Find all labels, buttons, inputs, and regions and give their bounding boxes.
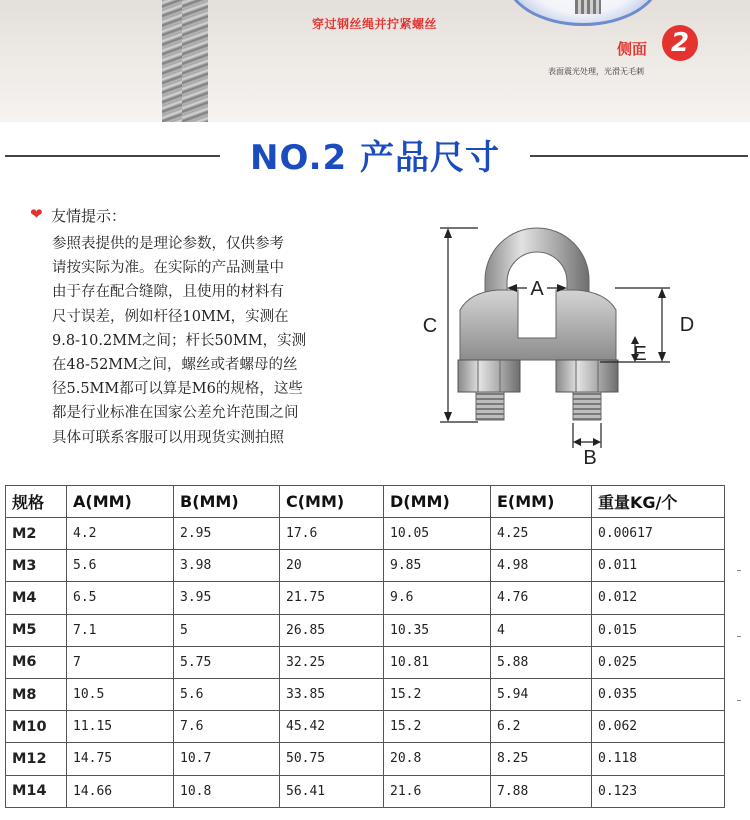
nut-left-shape (458, 360, 520, 392)
thread-right-shape (573, 392, 601, 420)
table-cell: 3.95 (174, 582, 280, 614)
bolt-thread-image (575, 0, 601, 14)
table-cell: 15.2 (384, 711, 491, 743)
spec-table (5, 485, 725, 808)
table-cell: 7.88 (491, 775, 592, 807)
table-cell: 45.42 (280, 711, 384, 743)
table-cell: 14.75 (67, 743, 174, 775)
nut-right-shape (556, 360, 618, 392)
table-row (6, 775, 725, 807)
table-cell: 10.81 (384, 646, 491, 678)
tip-line: 径5.5MM都可以算是M6的规格，这些 (52, 381, 303, 398)
table-row (6, 550, 725, 582)
table-header-row (6, 486, 725, 518)
edge-mark (737, 700, 741, 701)
tip-line: 请按实际为准。在实际的产品测量中 (52, 260, 284, 277)
dimension-label-a: A (530, 278, 544, 300)
wire-rope-image (182, 0, 208, 122)
tip-line: 9.8-10.2MM之间；杆长50MM，实测 (52, 332, 307, 349)
table-row (6, 646, 725, 678)
table-cell-spec: M8 (6, 678, 67, 710)
tip-line: 参照表提供的是理论参数，仅供参考 (52, 236, 284, 252)
header-e: E(MM) (491, 486, 592, 518)
table-cell: 0.035 (592, 678, 725, 710)
table-cell: 0.062 (592, 711, 725, 743)
table-cell: 10.05 (384, 518, 491, 550)
table-cell: 56.41 (280, 775, 384, 807)
table-cell: 8.25 (491, 743, 592, 775)
tip-line: 尺寸误差，例如杆径10MM，实测在 (52, 308, 289, 325)
table-cell-spec: M5 (6, 614, 67, 646)
table-cell: 9.85 (384, 550, 491, 582)
table-cell: 11.15 (67, 711, 174, 743)
title-divider-right (530, 155, 748, 157)
table-row (6, 614, 725, 646)
table-cell: 0.011 (592, 550, 725, 582)
table-cell: 10.8 (174, 775, 280, 807)
table-cell: 7.6 (174, 711, 280, 743)
header-spec: 规格 (6, 486, 67, 518)
thread-left-shape (476, 392, 504, 420)
table-cell: 5.94 (491, 678, 592, 710)
tip-line: 具体可联系客服可以用现货实测拍照 (52, 429, 284, 446)
table-cell: 6.5 (67, 582, 174, 614)
table-cell: 7.1 (67, 614, 174, 646)
table-cell: 10.5 (67, 678, 174, 710)
header-b: B(MM) (174, 486, 280, 518)
tip-line: 都是行业标准在国家公差允许范围之间 (52, 405, 299, 422)
table-cell-spec: M2 (6, 518, 67, 550)
product-banner (0, 0, 750, 122)
table-cell: 20 (280, 550, 384, 582)
table-cell: 21.75 (280, 582, 384, 614)
table-cell: 5 (174, 614, 280, 646)
banner-caption: 穿过钢丝绳并拧紧螺丝 (312, 17, 438, 31)
table-cell-spec: M10 (6, 711, 67, 743)
table-cell: 50.75 (280, 743, 384, 775)
header-c: C(MM) (280, 486, 384, 518)
table-cell: 0.015 (592, 614, 725, 646)
table-cell: 4.76 (491, 582, 592, 614)
title-divider-left (5, 155, 220, 157)
table-cell-spec: M6 (6, 646, 67, 678)
table-body (6, 518, 725, 808)
table-cell: 2.95 (174, 518, 280, 550)
table-cell: 3.98 (174, 550, 280, 582)
side-view-number-badge: 2 (662, 25, 698, 61)
tip-line: 在48-52MM之间，螺丝或者螺母的丝 (52, 357, 298, 374)
tip-body (52, 232, 362, 450)
table-cell: 7 (67, 646, 174, 678)
table-cell: 5.75 (174, 646, 280, 678)
table-cell: 33.85 (280, 678, 384, 710)
table-cell: 5.88 (491, 646, 592, 678)
dimension-label-b: B (583, 447, 597, 469)
dimension-label-e: E (633, 343, 647, 365)
table-row (6, 711, 725, 743)
table-cell-spec: M4 (6, 582, 67, 614)
table-cell: 0.00617 (592, 518, 725, 550)
table-cell: 9.6 (384, 582, 491, 614)
table-cell: 4.25 (491, 518, 592, 550)
table-cell: 26.85 (280, 614, 384, 646)
table-cell: 0.012 (592, 582, 725, 614)
tip-line: 由于存在配合缝隙，且使用的材料有 (52, 284, 284, 301)
tip-title: 友情提示： (51, 207, 127, 225)
header-d: D(MM) (384, 486, 491, 518)
table-cell: 4.98 (491, 550, 592, 582)
table-cell: 21.6 (384, 775, 491, 807)
table-cell: 10.35 (384, 614, 491, 646)
section-title: NO.2 产品尺寸 (249, 138, 501, 178)
edge-mark (737, 636, 741, 637)
table-row (6, 678, 725, 710)
surface-note: 表面震光处理，光滑无毛刺 (548, 67, 644, 76)
table-cell: 20.8 (384, 743, 491, 775)
table-cell: 5.6 (174, 678, 280, 710)
dimension-label-d: D (679, 314, 695, 336)
table-cell: 0.025 (592, 646, 725, 678)
dimension-label-c: C (422, 315, 438, 337)
wire-rope-clip-diagram (400, 210, 710, 470)
table-row (6, 743, 725, 775)
side-view-label: 侧面 (617, 40, 648, 58)
table-cell: 4.2 (67, 518, 174, 550)
table-cell-spec: M12 (6, 743, 67, 775)
table-cell-spec: M3 (6, 550, 67, 582)
table-cell: 0.123 (592, 775, 725, 807)
header-a: A(MM) (67, 486, 174, 518)
table-cell: 32.25 (280, 646, 384, 678)
table-row (6, 582, 725, 614)
header-weight: 重量KG/个 (592, 486, 725, 518)
table-cell: 4 (491, 614, 592, 646)
table-cell: 10.7 (174, 743, 280, 775)
table-cell: 0.118 (592, 743, 725, 775)
edge-mark (737, 570, 741, 571)
saddle-shape (460, 290, 616, 360)
table-cell: 17.6 (280, 518, 384, 550)
table-row (6, 518, 725, 550)
heart-icon: ❤ (30, 205, 43, 223)
table-cell-spec: M14 (6, 775, 67, 807)
table-cell: 6.2 (491, 711, 592, 743)
table-cell: 15.2 (384, 678, 491, 710)
table-cell: 14.66 (67, 775, 174, 807)
table-cell: 5.6 (67, 550, 174, 582)
